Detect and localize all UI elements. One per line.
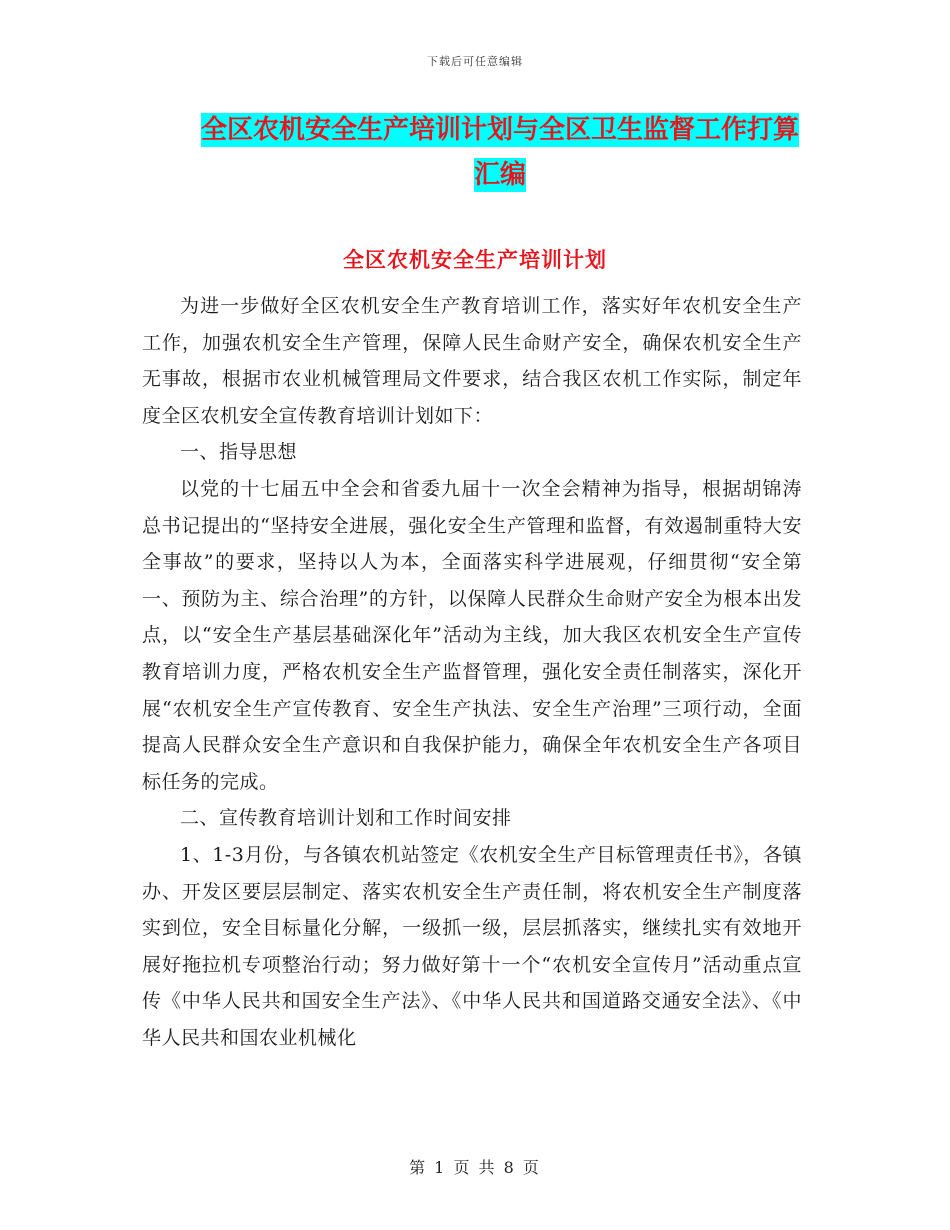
paragraph-schedule-item-1: 1、1-3月份，与各镇农机站签定《农机安全生产目标管理责任书》，各镇办、开发区要层层制定、落实农机安全生产责任制，将农机安全生产制度落实到位，安全目标量化分解，一级抓一级，层层抓落实，继续扎实有效地开展好拖拉机专项整治行动；努力做好第十一个“农机安全宣传月”活动重点宣传《中华人民共和国安全生产法》、《中华人民共和国道路交通安全法》、《中华人民共和国农业机械化: [142, 843, 802, 1049]
document-title-line-2: 汇编: [473, 160, 526, 190]
heading-schedule: 二、宣传教育培训计划和工作时间安排: [180, 807, 512, 830]
document-title-line-1: 全区农机安全生产培训计划与全区卫生监督工作打算: [200, 115, 799, 145]
paragraph-intro: 为进一步做好全区农机安全生产教育培训工作，落实好年农机安全生产工作，加强农机安全生产管理，保障人民生命财产安全，确保农机安全生产无事故，根据市农业机械管理局文件要求，结合我区农机工作实际，制定年度全区农机安全宣传教育培训计划如下：: [142, 295, 802, 427]
paragraph-guiding-ideology: 以党的十七届五中全会和省委九届十一次全会精神为指导，根据胡锦涛总书记提出的“坚持安全进展，强化安全生产管理和监督，有效遏制重特大安全事故”的要求，坚持以人为本，全面落实科学进展观，仔细贯彻“安全第一、预防为主、综合治理”的方针，以保障人民群众生命财产安全为根本出发点，以“安全生产基层基础深化年”活动为主线，加大我区农机安全生产宣传教育培训力度，严格农机安全生产监督管理，强化安全责任制落实，深化开展“农机安全生产宣传教育、安全生产执法、安全生产治理”三项行动，全面提高人民群众安全生产意识和自我保护能力，确保全年农机安全生产各项目标任务的完成。: [142, 477, 802, 793]
section-title: 全区农机安全生产培训计划: [343, 247, 607, 272]
page-number: 第 1 页 共 8 页: [409, 1158, 541, 1177]
page-header-note: 下载后可任意编辑: [427, 55, 523, 68]
heading-guiding-ideology: 一、指导思想: [180, 441, 298, 464]
document-title: [190, 108, 810, 198]
document-body: [142, 288, 802, 1056]
